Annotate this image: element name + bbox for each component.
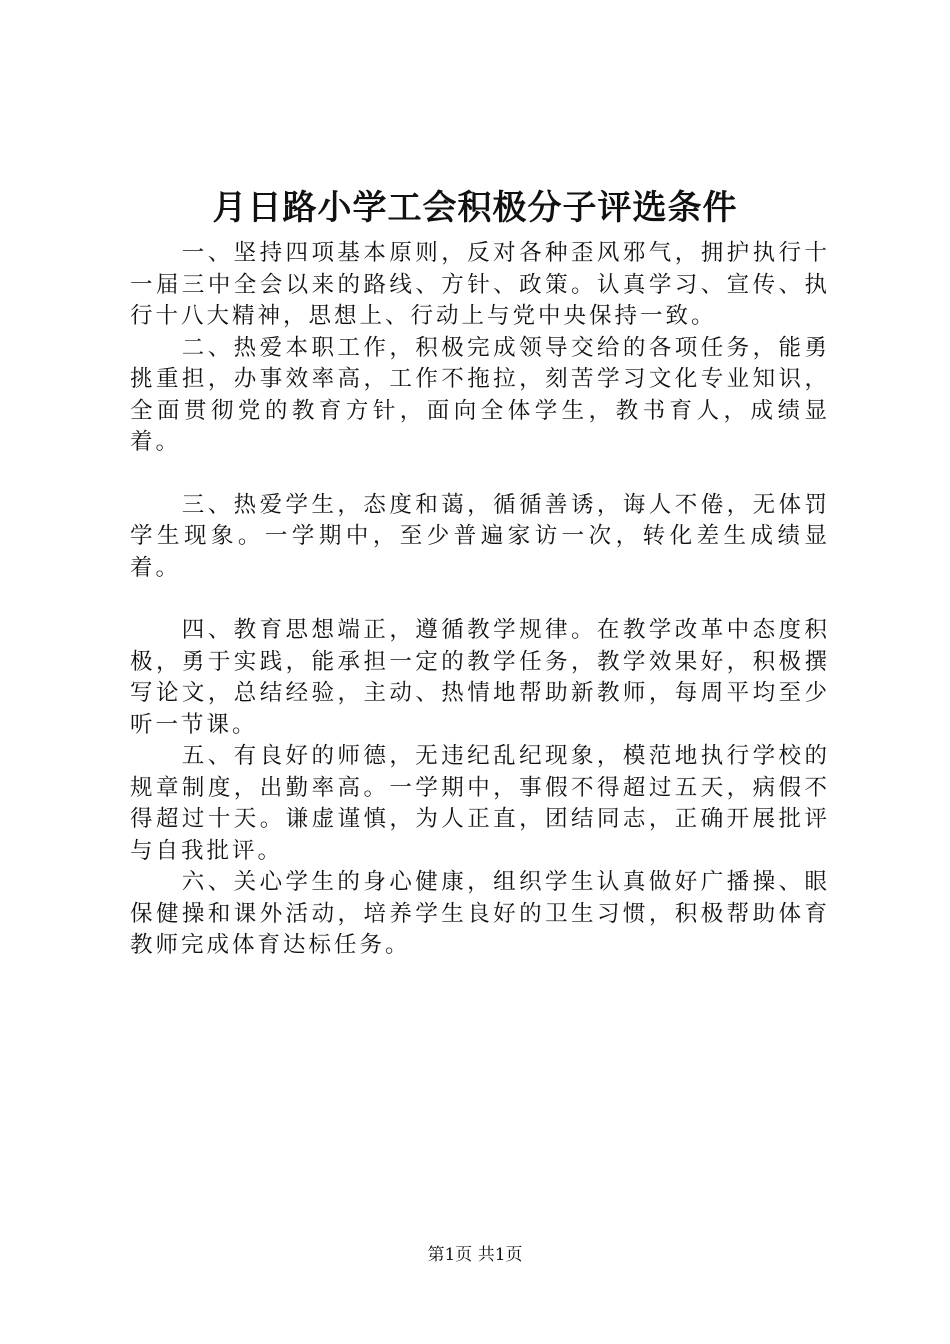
paragraph-1: 一、坚持四项基本原则，反对各种歪风邪气，拥护执行十一届三中全会以来的路线、方针、政策。认真学习、宣传、执行十八大精神，思想上、行动上与党中央保持一致。 — [130, 240, 830, 329]
document-body — [130, 238, 830, 962]
paragraph-3: 三、热爱学生，态度和蔼，循循善诱，诲人不倦，无体罚学生现象。一学期中，至少普遍家访一次，转化差生成绩显着。 — [130, 491, 830, 581]
paragraph-5: 五、有良好的师德，无违纪乱纪现象，模范地执行学校的规章制度，出勤率高。一学期中，事假不得超过五天，病假不得超过十天。谦虚谨慎，为人正直，团结同志，正确开展批评与自我批评。 — [130, 743, 830, 864]
page-footer: 第1页 共1页 — [427, 1245, 523, 1265]
paragraph-4: 四、教育思想端正，遵循教学规律。在教学改革中态度积极，勇于实践，能承担一定的教学任务，教学效果好，积极撰写论文，总结经验，主动、热情地帮助新教师，每周平均至少听一节课。 — [130, 617, 830, 738]
paragraph-2: 二、热爱本职工作，积极完成领导交给的各项任务，能勇挑重担，办事效率高，工作不拖拉，刻苦学习文化专业知识，全面贯彻党的教育方针，面向全体学生，教书育人，成绩显着。 — [130, 334, 830, 455]
paragraph-6: 六、关心学生的身心健康，组织学生认真做好广播操、眼保健操和课外活动，培养学生良好的卫生习惯，积极帮助体育教师完成体育达标任务。 — [130, 869, 830, 958]
document-title: 月日路小学工会积极分子评选条件 — [212, 188, 738, 228]
